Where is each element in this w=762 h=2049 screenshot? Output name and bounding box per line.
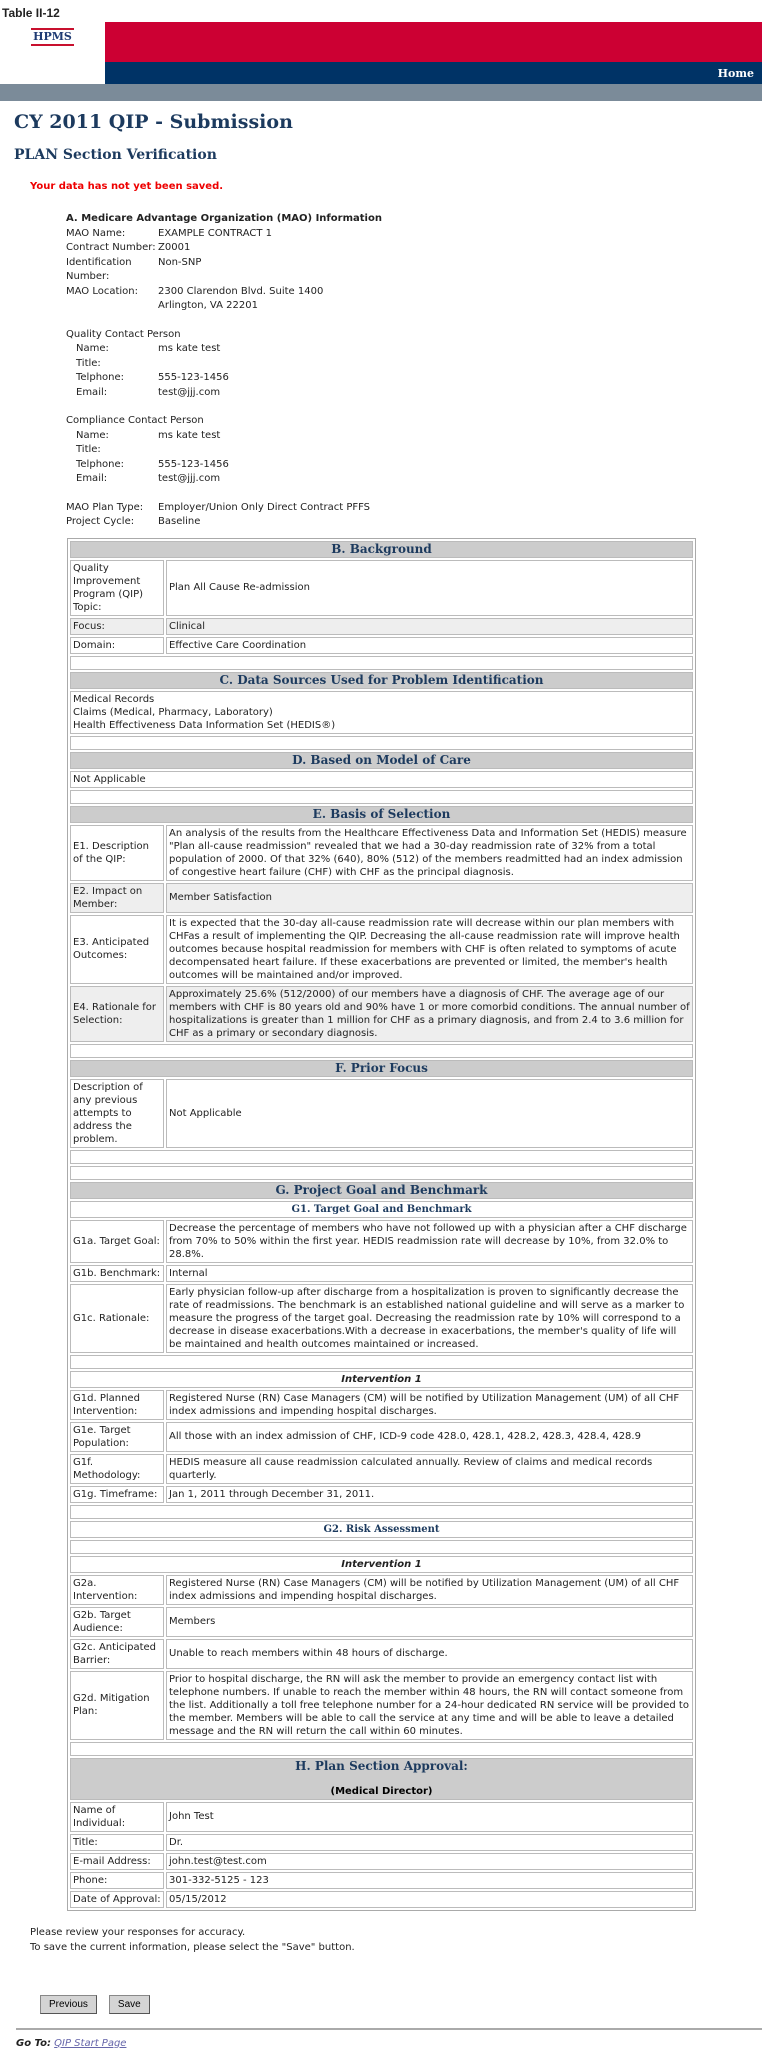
- field-label: Focus:: [70, 618, 164, 635]
- table-row: [70, 1575, 693, 1605]
- full-text: Medical Records Claims (Medical, Pharmacy, Laboratory) Health Effectiveness Data Information Set (HEDIS®): [70, 691, 693, 734]
- field-label: G2b. Target Audience:: [70, 1607, 164, 1637]
- info-row: [66, 342, 762, 357]
- field-value: Dr.: [166, 1834, 693, 1851]
- section-header: [70, 1758, 693, 1800]
- field-value: Registered Nurse (RN) Case Managers (CM) will be notified by Utilization Management (UM) of all CHF index admissions and impending hospital discharges.: [166, 1390, 693, 1420]
- field-label: Title:: [70, 1834, 164, 1851]
- info-label: Project Cycle:: [66, 516, 135, 527]
- table-row: [70, 618, 693, 635]
- table-row: [70, 915, 693, 984]
- section-title: H. Plan Section Approval:: [295, 1758, 468, 1773]
- previous-button[interactable]: Previous: [40, 1995, 97, 2014]
- field-label: G1b. Benchmark:: [70, 1265, 164, 1282]
- info-value: Employer/Union Only Direct Contract PFFS: [158, 501, 371, 513]
- field-value: john.test@test.com: [166, 1853, 693, 1870]
- compliance-contact-heading: Compliance Contact Person: [66, 415, 204, 426]
- review-note-line1: Please review your responses for accuracy.: [30, 1926, 246, 1938]
- spacer-row: [70, 1044, 693, 1058]
- table-row: [70, 1540, 693, 1554]
- table-row: [70, 560, 693, 616]
- field-value: It is expected that the 30-day all-cause readmission rate will decrease within our plan members with CHFas a result of implementing the QIP. Decreasing the all-cause readmission rate will improve health outcomes because hospital readmission for members with CHF is often related to symptoms of acute decompensated heart failure. If these exacerbations are prevented or limited, the member's health outcomes will be maintained and/or improved.: [166, 915, 693, 984]
- info-value: Baseline: [158, 516, 201, 527]
- info-value: 555-123-1456: [158, 372, 229, 383]
- info-row: [66, 386, 762, 401]
- table-row: [70, 672, 693, 689]
- field-value: An analysis of the results from the Healthcare Effectiveness Data and Information Set (HEDIS) measure "Plan all-cause readmission" revealed that we had a 30-day readmission rate of 32% from a total population of 2000. Of that 32% (640), 80% (512) of the members readmitted had an index admission of congestive heart failure (CHF) with CHF as the principal diagnosis.: [166, 825, 693, 881]
- table-row: [70, 1639, 693, 1669]
- table-row: [70, 1284, 693, 1353]
- info-value: 555-123-1456: [158, 458, 229, 470]
- info-row: [66, 501, 762, 516]
- field-label: G1a. Target Goal:: [70, 1220, 164, 1263]
- full-text: Not Applicable: [70, 771, 693, 788]
- table-row: [70, 771, 693, 788]
- goto-label: Go To:: [16, 2037, 51, 2049]
- spacer-row: [70, 736, 693, 750]
- info-row: [66, 472, 762, 487]
- field-label: Quality Improvement Program (QIP) Topic:: [70, 560, 164, 616]
- field-value: Internal: [166, 1265, 693, 1282]
- info-label: Name:: [76, 429, 109, 441]
- info-value: test@jjj.com: [158, 386, 221, 398]
- field-value: Member Satisfaction: [166, 883, 693, 913]
- field-label: Domain:: [70, 637, 164, 654]
- table-row: [70, 1390, 693, 1420]
- info-row: [66, 443, 762, 458]
- table-row: [70, 1742, 693, 1756]
- field-label: E4. Rationale for Selection:: [70, 986, 164, 1042]
- field-value: Not Applicable: [166, 1079, 693, 1148]
- info-row: [66, 256, 762, 285]
- section-header: D. Based on Model of Care: [70, 752, 693, 769]
- info-label: Identification Number:: [66, 256, 132, 282]
- quality-contact-heading: Quality Contact Person: [66, 328, 181, 340]
- section-subtitle: (Medical Director): [330, 1785, 433, 1797]
- table-row: [70, 1422, 693, 1452]
- field-value: 05/15/2012: [166, 1891, 693, 1908]
- table-row: [70, 1371, 693, 1388]
- info-label: Contract Number:: [66, 242, 156, 253]
- info-row: [66, 371, 762, 386]
- review-note-line2: To save the current information, please select the "Save" button.: [30, 1941, 355, 1953]
- info-label: Title:: [76, 357, 101, 369]
- info-row: [66, 458, 762, 473]
- info-label: MAO Name:: [66, 227, 126, 239]
- intervention-header: Intervention 1: [70, 1371, 693, 1388]
- table-row: [70, 806, 693, 823]
- table-row: [70, 1265, 693, 1282]
- review-note: [30, 1925, 762, 1955]
- table-row: [70, 637, 693, 654]
- section-header: F. Prior Focus: [70, 1060, 693, 1077]
- table-row: [70, 1486, 693, 1503]
- mao-information: [66, 212, 762, 530]
- spacer-row: [70, 656, 693, 670]
- info-row: [66, 515, 762, 530]
- field-value: Prior to hospital discharge, the RN will ask the member to provide an emergency contact list with telephone numbers. If unable to reach the member within 48 hours, the RN will contact someone from the list. Additionally a toll free telephone number for a 24-hour dedicated RN service will be provided to the member. Members will be able to call the service at any time and will be able to leave a detailed message and the RN will return the call within 60 minutes.: [166, 1671, 693, 1740]
- intervention-header: Intervention 1: [70, 1556, 693, 1573]
- table-row: [70, 1521, 693, 1538]
- footer-divider: [16, 2028, 762, 2030]
- section-header: E. Basis of Selection: [70, 806, 693, 823]
- table-row: [70, 1079, 693, 1148]
- table-row: [70, 1853, 693, 1870]
- field-label: Name of Individual:: [70, 1802, 164, 1832]
- red-band: [105, 22, 762, 62]
- table-row: [70, 1044, 693, 1058]
- info-value: test@jjj.com: [158, 473, 221, 484]
- table-row: [70, 1060, 693, 1077]
- field-value: 301-332-5125 - 123: [166, 1872, 693, 1889]
- save-button[interactable]: Save: [109, 1995, 150, 2014]
- spacer-row: [70, 1505, 693, 1519]
- field-value: Plan All Cause Re-admission: [166, 560, 693, 616]
- field-label: E3. Anticipated Outcomes:: [70, 915, 164, 984]
- page-title: CY 2011 QIP - Submission: [14, 111, 293, 133]
- spacer-row: [70, 1355, 693, 1369]
- table-row: [70, 1891, 693, 1908]
- info-label: Email:: [76, 386, 108, 398]
- field-label: G1g. Timeframe:: [70, 1486, 164, 1503]
- field-label: G1e. Target Population:: [70, 1422, 164, 1452]
- info-value: ms kate test: [158, 429, 221, 441]
- subsection-header: G1. Target Goal and Benchmark: [70, 1201, 693, 1218]
- spacer-row: [70, 1166, 693, 1180]
- field-value: Early physician follow-up after discharge from a hospitalization is proven to significantly decrease the rate of readmissions. The benchmark is an established national guideline and will serve as a marker to measure the progress of the target goal. Decreasing the readmission rate by 10% will correspond to a decrease in disease exacerbations.With a decrease in exacerbations, the member's quality of life will be maintained and health outcomes maintained or increased.: [166, 1284, 693, 1353]
- table-row: [70, 1182, 693, 1199]
- field-label: Phone:: [70, 1872, 164, 1889]
- table-row: [70, 1671, 693, 1740]
- field-value: Effective Care Coordination: [166, 637, 693, 654]
- table-row: [70, 1802, 693, 1832]
- info-value: ms kate test: [158, 343, 221, 354]
- table-row: [70, 1758, 693, 1800]
- info-row: [66, 429, 762, 444]
- field-label: Description of any previous attempts to address the problem.: [70, 1079, 164, 1148]
- table-row: [70, 883, 693, 913]
- field-value: Jan 1, 2011 through December 31, 2011.: [166, 1486, 693, 1503]
- table-row: [70, 1607, 693, 1637]
- section-header: C. Data Sources Used for Problem Identification: [70, 672, 693, 689]
- goto-nav: [16, 2038, 762, 2049]
- field-label: G1f. Methodology:: [70, 1454, 164, 1484]
- table-row: [70, 1834, 693, 1851]
- gray-band: [0, 84, 762, 101]
- info-value: 2300 Clarendon Blvd. Suite 1400 Arlington, VA 22201: [158, 285, 324, 311]
- table-row: [70, 1454, 693, 1484]
- unsaved-warning: Your data has not yet been saved.: [30, 181, 224, 192]
- field-label: E1. Description of the QIP:: [70, 825, 164, 881]
- table-row: [70, 1505, 693, 1519]
- home-link[interactable]: Home: [717, 67, 754, 80]
- field-value: Approximately 25.6% (512/2000) of our members have a diagnosis of CHF. The average age of our members with CHF is 80 years old and 90% have 1 or more comorbid conditions. The annual number of hospitalizations is greater than 1 million for CHF as a primary diagnosis, and from 2.4 to 3.6 million for CHF as a primary or secondary diagnosis.: [166, 986, 693, 1042]
- spacer-row: [70, 790, 693, 804]
- info-label: Email:: [76, 473, 108, 484]
- info-label: Telphone:: [76, 458, 125, 470]
- nav-bar: [105, 62, 762, 84]
- table-row: [70, 790, 693, 804]
- table-row: [70, 1150, 693, 1164]
- field-value: John Test: [166, 1802, 693, 1832]
- info-label: Telphone:: [76, 372, 125, 383]
- qip-start-page-link[interactable]: QIP Start Page: [54, 2037, 127, 2049]
- plan-sections-table: [67, 538, 696, 1911]
- field-value: Decrease the percentage of members who have not followed up with a physician after a CHF discharge from 70% to 50% within the first year. HEDIS readmission rate will decrease by 10%, from 32.0% to 28.8%.: [166, 1220, 693, 1263]
- info-row: [66, 285, 762, 314]
- section-header: G. Project Goal and Benchmark: [70, 1182, 693, 1199]
- field-label: G2a. Intervention:: [70, 1575, 164, 1605]
- subsection-header: G2. Risk Assessment: [70, 1521, 693, 1538]
- field-label: E2. Impact on Member:: [70, 883, 164, 913]
- field-label: Date of Approval:: [70, 1891, 164, 1908]
- field-value: All those with an index admission of CHF, ICD-9 code 428.0, 428.1, 428.2, 428.3, 428.4, 428.9: [166, 1422, 693, 1452]
- field-label: E-mail Address:: [70, 1853, 164, 1870]
- header-banner: [0, 22, 762, 86]
- info-row: [66, 357, 762, 372]
- field-label: G2c. Anticipated Barrier:: [70, 1639, 164, 1669]
- table-row: [70, 986, 693, 1042]
- info-label: Title:: [76, 444, 101, 455]
- field-value: HEDIS measure all cause readmission calculated annually. Review of claims and medical records quarterly.: [166, 1454, 693, 1484]
- spacer-row: [70, 1150, 693, 1164]
- info-row: [66, 227, 762, 242]
- info-label: Name:: [76, 343, 109, 354]
- info-value: Z0001: [158, 242, 191, 253]
- field-value: Clinical: [166, 618, 693, 635]
- spacer-row: [70, 1540, 693, 1554]
- table-row: [70, 1201, 693, 1218]
- info-value: EXAMPLE CONTRACT 1: [158, 227, 273, 239]
- field-label: G2d. Mitigation Plan:: [70, 1671, 164, 1740]
- hpms-logo[interactable]: [0, 22, 105, 86]
- field-label: G1c. Rationale:: [70, 1284, 164, 1353]
- table-row: [70, 1220, 693, 1263]
- page-subtitle: PLAN Section Verification: [14, 147, 217, 163]
- table-row: [70, 1355, 693, 1369]
- table-row: [70, 1556, 693, 1573]
- field-label: G1d. Planned Intervention:: [70, 1390, 164, 1420]
- section-header: B. Background: [70, 541, 693, 558]
- field-value: Registered Nurse (RN) Case Managers (CM) will be notified by Utilization Management (UM) of all CHF index admissions and impending hospital discharges.: [166, 1575, 693, 1605]
- field-value: Unable to reach members within 48 hours of discharge.: [166, 1639, 693, 1669]
- info-value: Non-SNP: [158, 256, 202, 268]
- table-row: [70, 1166, 693, 1180]
- info-row: [66, 241, 762, 256]
- table-row: [70, 752, 693, 769]
- table-row: [70, 1872, 693, 1889]
- table-row: [70, 656, 693, 670]
- table-row: [70, 736, 693, 750]
- info-label: MAO Location:: [66, 285, 139, 297]
- table-row: [70, 825, 693, 881]
- info-label: MAO Plan Type:: [66, 501, 144, 513]
- field-value: Members: [166, 1607, 693, 1637]
- table-row: [70, 541, 693, 558]
- logo-text: HPMS: [31, 28, 74, 46]
- section-a-heading: A. Medicare Advantage Organization (MAO) Information: [66, 213, 382, 224]
- table-row: [70, 691, 693, 734]
- document-label: Table II-12: [2, 6, 60, 20]
- spacer-row: [70, 1742, 693, 1756]
